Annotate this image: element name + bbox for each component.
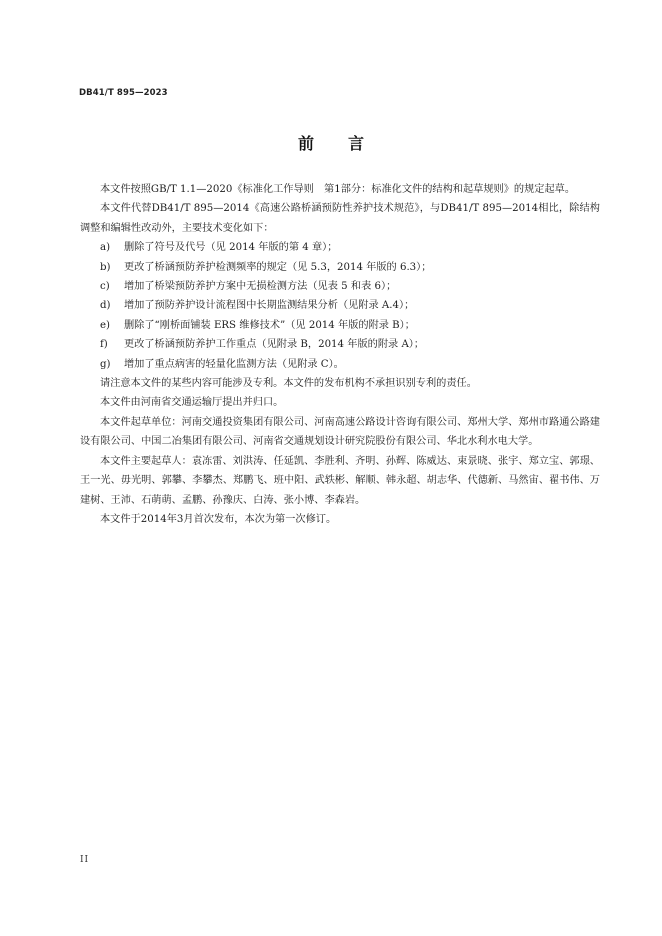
list-marker: f) [100,339,108,351]
foreword-paragraph: 本文件起草单位：河南交通投资集团有限公司、河南高速公路设计咨询有限公司、郑州大学、郑州市路通公路建设有限公司、中国二冶集团有限公司、河南省交通规划设计研究院股份有限公司、华北水利水电大学。 [80,416,600,448]
list-item-text: 更改了桥涵预防养护工作重点（见附录 B，2014 年版的附录 A）； [124,339,425,351]
document-code: DB41/T 895—2023 [79,88,168,98]
list-item [80,277,600,296]
list-item [80,355,600,374]
list-item-text: 删除了符号及代号（见 2014 年版的第 4 章）； [124,242,338,254]
list-item-text: 增加了重点病害的轻量化监测方法（见附录 C）。 [124,358,344,370]
foreword-paragraph: 请注意本文件的某些内容可能涉及专利。本文件的发布机构不承担识别专利的责任。 [100,378,477,390]
foreword-paragraph: 本文件于2014年3月首次发布，本次为第一次修订。 [100,513,337,525]
list-marker: b) [100,261,111,273]
list-marker: g) [100,358,111,370]
list-item-text: 增加了预防养护设计流程图中长期监测结果分析（见附录 A.4）； [124,300,415,312]
list-marker: c) [100,281,110,293]
page-title [0,131,662,154]
page-title-char-2: 言 [348,134,365,153]
list-marker: a) [100,242,111,254]
foreword-paragraph: 本文件主要起草人：袁冻雷、刘洪涛、任延凯、李胜利、齐明、孙辉、陈威达、束景晓、张宇、郑立宝、郭璟、王一光、毋光明、郭攀、李攀杰、郑鹏飞、班中阳、武轶彬、解顺、韩永超、胡志华、代德新、马然宙、翟书伟、万建树、王沛、石萌萌、孟鹏、孙豫庆、白涛、张小博、李森岩。 [80,455,600,506]
list-item [80,258,600,277]
list-marker: e) [100,319,111,331]
list-item-text: 增加了桥梁预防养护方案中无损检测方法（见表 5 和表 6）； [124,281,397,293]
list-item [80,296,600,315]
list-item [80,238,600,257]
page-title-char-1: 前 [297,134,314,153]
changes-list [80,238,600,374]
foreword-paragraph: 本文件由河南省交通运输厅提出并归口。 [100,397,284,409]
list-item-text: 删除了“刚桥面铺装 ERS 维修技术”（见 2014 年版的附录 B）； [124,319,415,331]
list-item [80,335,600,354]
page-number: II [80,855,90,865]
foreword-body [80,180,600,529]
list-marker: d) [100,300,111,312]
list-item [80,316,600,335]
list-item-text: 更改了桥涵预防养护检测频率的规定（见 5.3，2014 年版的 6.3）； [124,261,432,273]
foreword-paragraph: 本文件代替DB41/T 895—2014《高速公路桥涵预防性养护技术规范》，与DB41/T 895—2014相比，除结构调整和编辑性改动外，主要技术变化如下： [80,203,600,234]
foreword-paragraph: 本文件按照GB/T 1.1—2020《标准化工作导则 第1部分：标准化文件的结构和起草规则》的规定起草。 [100,184,576,195]
